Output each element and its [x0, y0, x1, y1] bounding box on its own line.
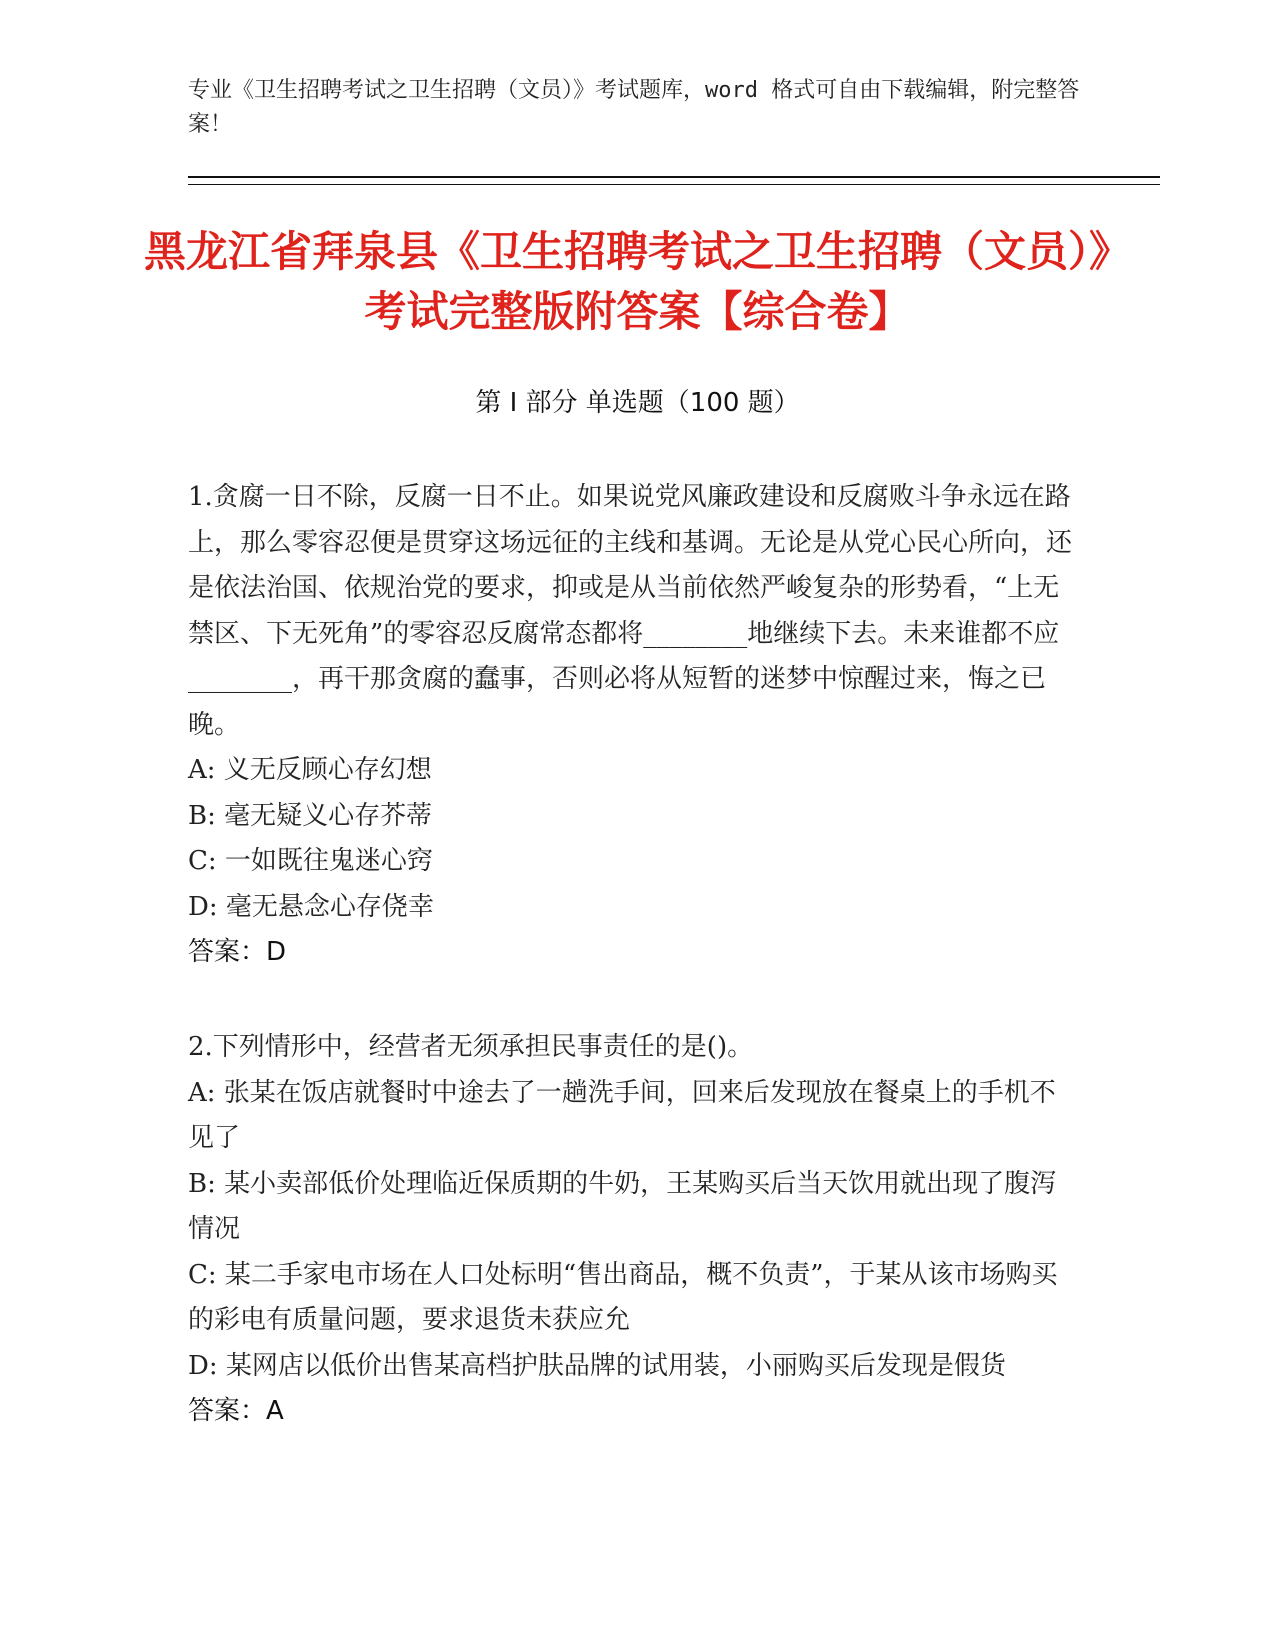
- question-text: 2.下列情形中，经营者无须承担民事责任的是()。: [188, 1032, 754, 1062]
- header-divider-thick: [188, 176, 1160, 178]
- option-a: A: 义无反顾心存幻想: [188, 755, 432, 785]
- question-1: [188, 475, 1078, 976]
- option-c: C: 一如既往鬼迷心窍: [188, 846, 433, 876]
- option-b: B: 某小卖部低价处理临近保质期的牛奶，王某购买后当天饮用就出现了腹泻情况: [188, 1168, 1057, 1244]
- option-c: C: 某二手家电市场在人口处标明“售出商品，概不负责”，于某从该市场购买的彩电有质量问题，要求退货未获应允: [188, 1259, 1058, 1335]
- header-divider-thin: [188, 184, 1160, 185]
- question-text: 1.贪腐一日不除，反腐一日不止。如果说党风廉政建设和反腐败斗争永远在路上，那么零容忍便是贯穿这场远征的主线和基调。无论是从党心民心所向，还是依法治国、依规治党的要求，抑或是从当前依然严峻复杂的形势看，“上无禁区、下无死角”的零容忍反腐常态都将________地继续下去。未来谁都不应________，再干那贪腐的蠢事，否则必将从短暂的迷梦中惊醒过来，悔之已晚。: [188, 482, 1073, 740]
- document-title: 黑龙江省拜泉县《卫生招聘考试之卫生招聘（文员）》考试完整版附答案【综合卷】: [143, 227, 1131, 336]
- answer: 答案：A: [188, 1396, 284, 1426]
- option-a: A: 张某在饭店就餐时中途去了一趟洗手间，回来后发现放在餐桌上的手机不见了: [188, 1077, 1056, 1153]
- header-note: 专业《卫生招聘考试之卫生招聘（文员）》考试题库，word 格式可自由下载编辑，附完整答案！: [188, 78, 1080, 137]
- option-d: D: 毫无悬念心存侥幸: [188, 891, 434, 922]
- question-2: [188, 1025, 1078, 1435]
- option-d: D: 某网店以低价出售某高档护肤品牌的试用装，小丽购买后发现是假货: [188, 1350, 1006, 1381]
- section-title: 第 I 部分 单选题（100 题）: [475, 388, 800, 418]
- answer: 答案：D: [188, 937, 287, 967]
- option-b: B: 毫无疑义心存芥蒂: [188, 800, 433, 831]
